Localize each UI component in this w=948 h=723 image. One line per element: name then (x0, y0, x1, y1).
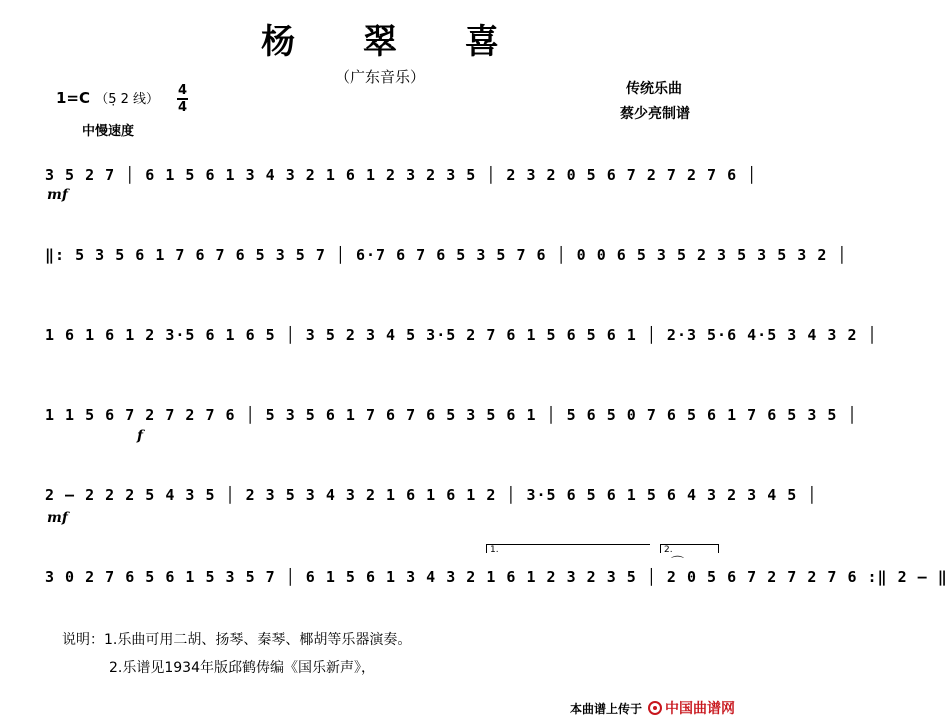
line-notes: 3 5 2 7 │ 6 1 5 6 1 3 4 3 2 1 6 1 2 3 2 3 5 │ 2 3 2 0 5 6 7 2 7 2 7 6 │ (45, 166, 758, 184)
line-notes: 2 – 2 2 2 5 4 3 5 │ 2 3 5 3 4 3 2 1 6 1 6 1 2 │ 3·5 6 5 6 1 5 6 4 3 2 3 4 5 │ (45, 486, 818, 504)
explanation-label: 说明： (62, 632, 104, 648)
time-top: 4 (177, 83, 188, 98)
music-line-2 (45, 240, 848, 270)
music-line-4 (45, 400, 858, 444)
tempo-marking: 中慢速度 (82, 124, 135, 139)
key-label: 1=C (56, 89, 91, 107)
line-notes: 1 6 1 6 1 2 3·5 6 1 6 5 │ 3 5 2 3 4 5 3·5 2 7 6 1 5 6 5 6 1 │ 2·3 5·6 4·5 3 4 3 2 │ (45, 326, 878, 344)
dynamic-mark: f (137, 428, 144, 444)
music-line-3 (45, 320, 878, 350)
tuning-label: （5̣ 2 线） (95, 92, 160, 107)
first-ending-label: 1. (490, 545, 499, 555)
arranger-label: 蔡少亮制谱 (620, 106, 690, 122)
upload-text: 本曲谱上传于 (570, 701, 643, 716)
second-ending-bracket (660, 544, 719, 553)
score-subtitle: （广东音乐） (334, 68, 425, 86)
source-label: 传统乐曲 (626, 81, 682, 97)
logo-icon (648, 701, 662, 715)
second-ending-label: 2. (664, 545, 673, 555)
time-signature (177, 84, 188, 114)
key-signature (56, 88, 159, 107)
music-line-6 (45, 562, 948, 592)
footer (570, 698, 735, 718)
dynamic-mark: mf (47, 187, 68, 203)
fermata-icon: ⌒ (671, 556, 685, 571)
dynamic-mark: mf (47, 510, 68, 526)
first-ending-bracket (486, 544, 650, 553)
explanation-item-2: 2.乐谱见1934年版邱鹤俦编《国乐新声》， (109, 660, 375, 676)
explanation-item-1: 1.乐曲可用二胡、扬琴、秦琴、椰胡等乐器演奏。 (104, 632, 412, 648)
music-line-1 (45, 160, 758, 203)
time-bottom: 4 (177, 100, 188, 115)
score-title: 杨 翠 喜 (261, 22, 527, 62)
explanation-block (62, 626, 411, 682)
line-notes: 3 0 2 7 6 5 6 1 5 3 5 7 │ 6 1 5 6 1 3 4 3 2 1 6 1 2 3 2 3 5 │ 2 0 5 6 7 2 7 2 7 6 :‖ 2 – ‖ (45, 568, 948, 586)
site-logo[interactable] (648, 698, 735, 718)
site-name: 中国曲谱网 (665, 701, 736, 717)
line-notes: 1 1 5 6 7 2 7 2 7 6 │ 5 3 5 6 1 7 6 7 6 5 3 5 6 1 │ 5 6 5 0 7 6 5 6 1 7 6 5 3 5 │ (45, 406, 858, 424)
music-line-5 (45, 480, 818, 526)
line-notes: ‖: 5 3 5 6 1 7 6 7 6 5 3 5 7 │ 6·7 6 7 6 5 3 5 7 6 │ 0 0 6 5 3 5 2 3 5 3 5 3 2 │ (45, 246, 848, 264)
